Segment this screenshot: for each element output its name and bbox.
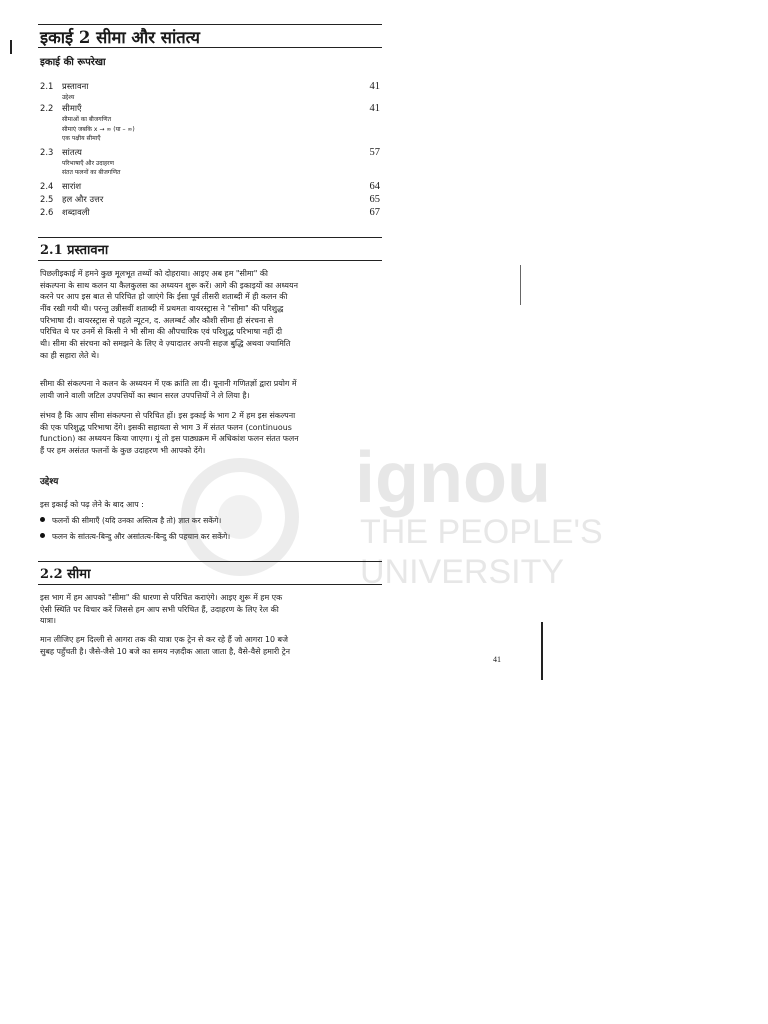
paragraph: इस भाग में हम आपको "सीमा" की धारणा से परिचित कराएंगे। आइए शुरू में हम एक ऐसी स्थिति पर विचार करें जिससे हम आप सभी परिचित हैं, उदाहरण के लिए रेल की यात्रा। xyxy=(40,593,283,626)
section-rule xyxy=(38,237,382,238)
watermark xyxy=(170,438,620,595)
top-rule xyxy=(38,24,382,25)
title-underline xyxy=(38,47,382,48)
objectives-title: उद्देश्य xyxy=(40,477,59,487)
outline-subitem: संतत फलनों का बीजगणित xyxy=(62,169,121,177)
section-title: 2.2 सीमा xyxy=(40,567,91,582)
outline-subitem: सीमाओं का बीजगणित xyxy=(62,116,111,124)
section-rule xyxy=(38,561,382,562)
outline-title: इकाई की रूपरेखा xyxy=(40,57,106,68)
outline-item: 2.6 शब्दावली 67 xyxy=(40,206,380,218)
outline-list xyxy=(40,80,382,219)
paragraph: पिछलीइकाई में हमने कुछ मूलभूत तथ्यों को दोहराया। आइए अब हम "सीमा" की संकल्पना के साथ कलन या कैलकुलस का अध्ययन शुरू करें। आगे की इकाइयों का अध्ययन करने पर आप इस बात से परिचित हो जाएंगे कि ईसा पूर्व तीसरी शताब्दी में ही कलन की नींव रखी गयी थी। परन्तु उन्नीसवीं शताब्दी में प्रथमतः वायरस्ट्रास ने "सीमा" की परिशुद्ध परिभाषा दी। वायरस्ट्रास से पहले न्यूटन, द. अलम्बर्ट और कौशी सीमा ही संरचना से परिचित थे पर उनमें से किसी ने भी सीमा की औपचारिक एवं परिशुद्ध परिभाषा नहीं दी थी। सीमा की संरचना को समझने के लिए वे ज़्यादातर अपनी सहज बुद्धि अथवा ज्यामिति का ही सहारा लेते थे। xyxy=(40,269,298,360)
paragraph: मान लीजिए हम दिल्ली से आगरा तक की यात्रा एक ट्रेन से कर रहे हैं जो आगरा 10 बजे सुबह पहुँचती है। जैसे-जैसे 10 बजे का समय नज़दीक आता जाता है, वैसे-वैसे हमारी ट्रेन xyxy=(40,635,291,656)
outline-subitem: परिभाषाएँ और उदाहरण xyxy=(62,160,114,168)
outline-subitem: एक पक्षीय सीमाएँ xyxy=(62,134,101,142)
watermark-line1: THE PEOPLE'S xyxy=(360,513,603,551)
unit-title: इकाई 2 सीमा और सांतत्य xyxy=(40,28,200,47)
paragraph: सीमा की संकल्पना ने कलन के अध्ययन में एक क्रांति ला दी। यूनानी गणितज्ञों द्वारा प्रयोग में लायी जाने वाली जटिल उपपत्तियों का स्थान सरल उपपत्तियों ने ले लिया है। xyxy=(40,379,297,400)
outline-item: 2.3 सांतत्य 57 xyxy=(40,147,380,159)
outline-subitem: सीमाएं जबकि x → ∞ (या – ∞) xyxy=(62,125,135,133)
section-underline xyxy=(38,584,382,585)
objective-item: फलन के सांतत्य-बिन्दु और असांतत्य-बिन्दु की पहचान कर सकेंगे। xyxy=(40,530,230,543)
paragraph: संभव है कि आप सीमा संकल्पना से परिचित हों। इस इकाई के भाग 2 में हम इस संकल्पना की एक परिशुद्ध परिभाषा देंगे। इसकी सहायता से भाग 3 में संतत फलन (continuous function) का अध्ययन किया जाएगा। यूं तो इस पाठ्यक्रम में अधिकांश फलन संतत फलन हैं पर हम असंतत फलनों के कुछ उदाहरण भी आपको देंगे। xyxy=(40,411,299,456)
outline-item: 2.5 हल और उत्तर 65 xyxy=(40,193,380,205)
watermark-line2: UNIVERSITY xyxy=(360,553,565,591)
objective-item: फलनों की सीमाएँ (यदि उनका अस्तित्व है तो) ज्ञात कर सकेंगे। xyxy=(40,514,221,527)
section-underline xyxy=(38,260,382,261)
scan-mark-right-lower xyxy=(541,622,543,680)
outline-item: 2.4 सारांश 64 xyxy=(40,180,380,192)
section-title: 2.1 प्रस्तावना xyxy=(40,243,109,258)
outline-subitem: उद्देश्य xyxy=(62,94,75,101)
watermark-logo-text: ignou xyxy=(355,438,551,518)
objectives-intro: इस इकाई को पढ़ लेने के बाद आप : xyxy=(40,500,144,509)
bullet-icon xyxy=(40,533,45,538)
scan-mark-right-upper xyxy=(520,265,521,305)
outline-item: 2.1 प्रस्तावना 41 xyxy=(40,81,380,92)
page-number: 41 xyxy=(493,655,501,664)
scan-mark-left xyxy=(10,40,12,54)
bullet-icon xyxy=(40,517,45,522)
outline-item: 2.2 सीमाएँ 41 xyxy=(40,103,380,115)
